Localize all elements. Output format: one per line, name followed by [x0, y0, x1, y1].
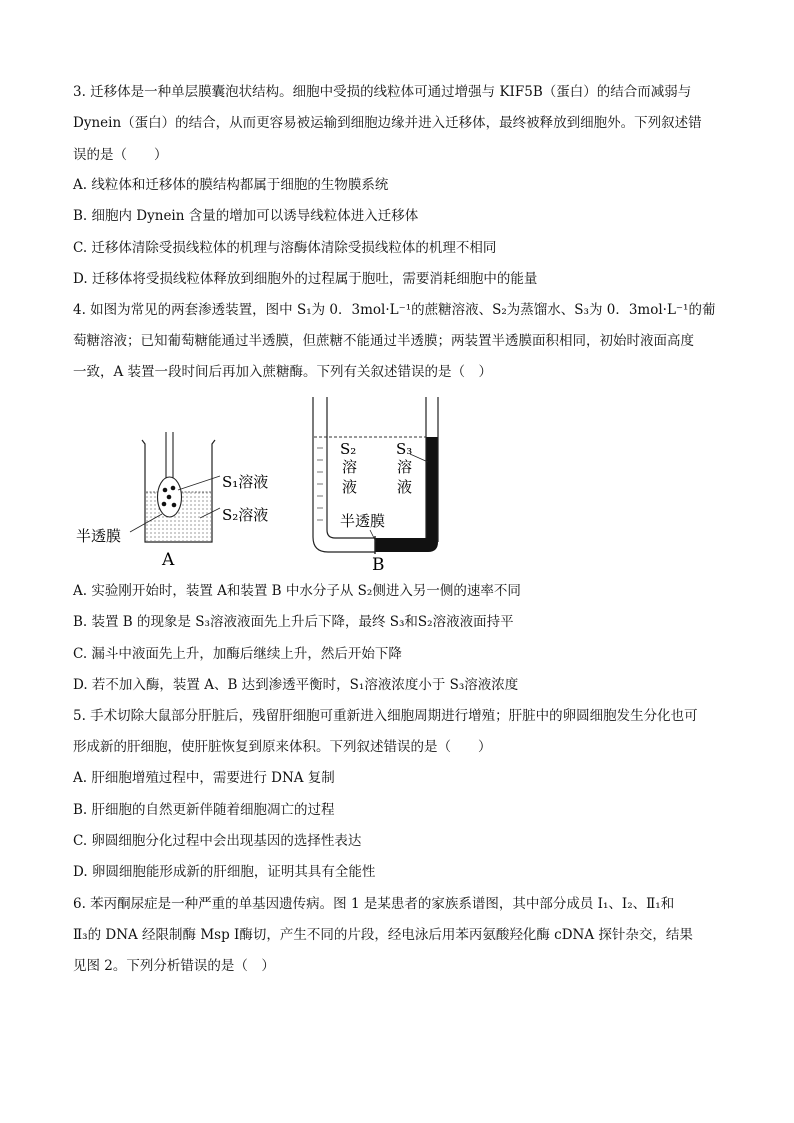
q3-stem-line-2: Dynein（蛋白）的结合，从而更容易被运输到细胞边缘并进入迁移体，最终被释放到细胞外。下列叙述错: [73, 115, 702, 131]
q6-stem-line-1: 6. 苯丙酮尿症是一种严重的单基因遗传病。图 1 是某患者的家族系谱图，其中部分成员 Ⅰ₁、Ⅰ₂、Ⅱ₁和: [73, 896, 675, 912]
q5-option-d: D. 卵圆细胞能形成新的肝细胞，证明其具有全能性: [73, 864, 376, 880]
label-apparatus-b: B: [372, 555, 385, 574]
q6-stem-line-3: 见图 2。下列分析错误的是（ ）: [73, 958, 275, 974]
apparatus-a: [76, 432, 268, 570]
q4-stem-line-3: 一致，A 装置一段时间后再加入蔗糖酶。下列有关叙述错误的是（ ）: [73, 364, 493, 380]
label-s2-solution: S₂溶液: [222, 506, 269, 524]
label-b-s3-ye: 液: [397, 478, 413, 496]
label-b-s3: S₃: [396, 440, 413, 458]
q3-stem-line-1: 3. 迁移体是一种单层膜囊泡状结构。细胞中受损的线粒体可通过增强与 KIF5B（蛋白）的结合而减弱与: [73, 84, 692, 100]
q3-option-c: C. 迁移体清除受损线粒体的机理与溶酶体清除受损线粒体的机理不相同: [73, 240, 497, 256]
q3-stem-line-3: 误的是（ ）: [73, 147, 168, 163]
q5-option-b: B. 肝细胞的自然更新伴随着细胞凋亡的过程: [73, 802, 335, 818]
q5-option-a: A. 肝细胞增殖过程中，需要进行 DNA 复制: [73, 770, 335, 786]
q3-option-b: B. 细胞内 Dynein 含量的增加可以诱导线粒体进入迁移体: [73, 208, 419, 224]
label-apparatus-a: A: [162, 550, 175, 570]
q4-option-a: A. 实验刚开始时，装置 A和装置 B 中水分子从 S₂侧进入另一侧的速率不同: [73, 583, 521, 599]
label-b-s3-rong: 溶: [397, 458, 413, 476]
q5-stem-line-1: 5. 手术切除大鼠部分肝脏后，残留肝细胞可重新进入细胞周期进行增殖；肝脏中的卵圆细胞发生分化也可: [73, 708, 698, 724]
label-membrane-b: 半透膜: [340, 512, 386, 530]
q4-option-d: D. 若不加入酶，装置 A、B 达到渗透平衡时，S₁溶液浓度小于 S₃溶液浓度: [73, 677, 519, 693]
q4-option-b: B. 装置 B 的现象是 S₃溶液液面先上升后下降，最终 S₃和S₂溶液液面持平: [73, 614, 514, 630]
label-membrane-a: 半透膜: [76, 527, 122, 545]
q4-option-c: C. 漏斗中液面先上升，加酶后继续上升，然后开始下降: [73, 646, 402, 662]
q5-option-c: C. 卵圆细胞分化过程中会出现基因的选择性表达: [73, 833, 362, 849]
q3-option-a: A. 线粒体和迁移体的膜结构都属于细胞的生物膜系统: [73, 177, 389, 193]
q4-stem-line-1: 4. 如图为常见的两套渗透装置，图中 S₁为 0．3mol·L⁻¹的蔗糖溶液、S₂为蒸馏水、S₃为 0．3mol·L⁻¹的葡: [73, 302, 716, 318]
q3-option-d: D. 迁移体将受损线粒体释放到细胞外的过程属于胞吐，需要消耗细胞中的能量: [73, 271, 538, 287]
label-b-s2: S₂: [340, 440, 357, 458]
label-b-s2-ye: 液: [342, 478, 358, 496]
label-s1-solution: S₁溶液: [222, 473, 269, 491]
q4-stem-line-2: 萄糖溶液；已知葡萄糖能通过半透膜，但蔗糖不能通过半透膜；两装置半透膜面积相同，初始时液面高度: [73, 333, 694, 349]
q6-stem-line-2: Ⅱ₃的 DNA 经限制酶 Msp Ⅰ酶切，产生不同的片段，经电泳后用苯丙氨酸羟化酶 cDNA 探针杂交，结果: [73, 927, 693, 943]
q5-stem-line-2: 形成新的肝细胞，使肝脏恢复到原来体积。下列叙述错误的是（ ）: [73, 739, 492, 755]
osmosis-apparatus-figure: [70, 392, 450, 574]
apparatus-b: [313, 397, 438, 574]
label-b-s2-rong: 溶: [342, 458, 358, 476]
